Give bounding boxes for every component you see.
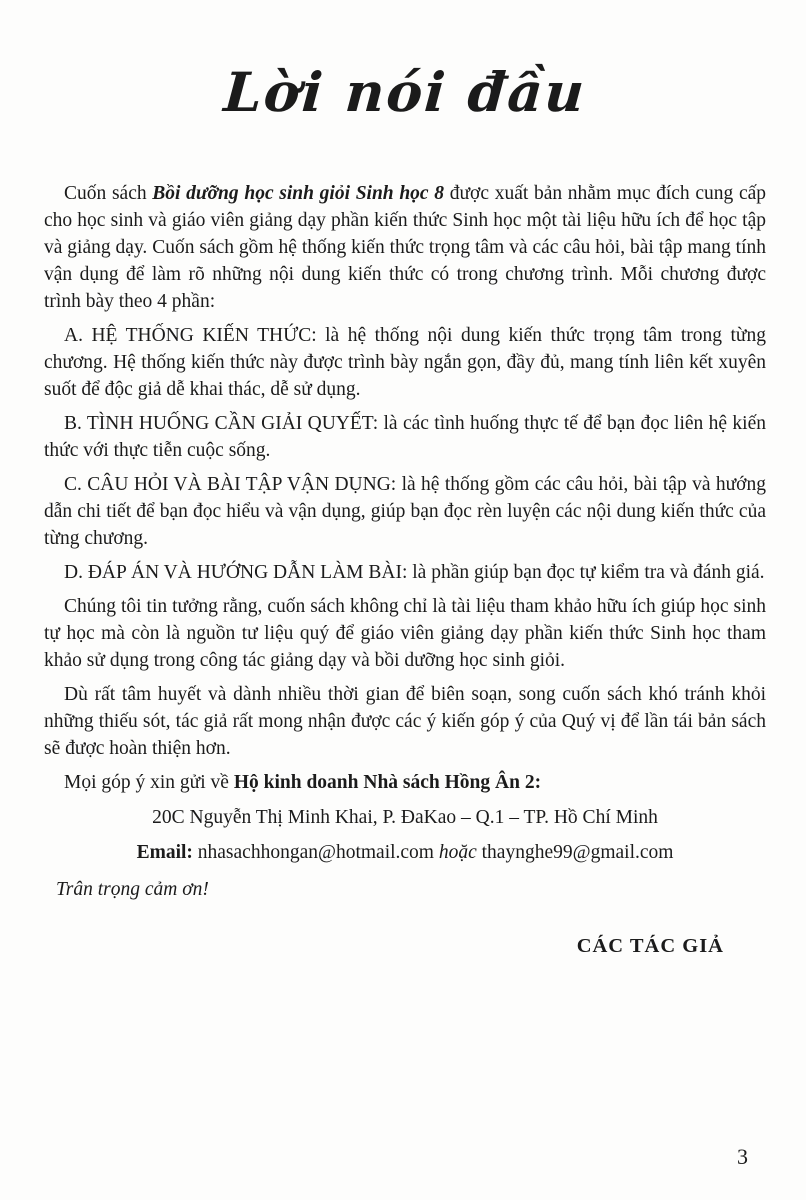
address-line: 20C Nguyễn Thị Minh Khai, P. ĐaKao – Q.1 – TP. Hồ Chí Minh [152, 807, 658, 828]
section-c-paragraph [44, 471, 766, 552]
authors-signature: CÁC TÁC GIẢ [576, 935, 724, 957]
page-content [44, 52, 766, 958]
store-name: Hộ kinh doanh Nhà sách Hồng Ân 2 [233, 772, 535, 793]
page-title: Lời nói đầu [221, 60, 589, 124]
intro-rest: được xuất bản nhằm mục đích cung cấp cho học sinh và giáo viên giảng dạy phần kiến thức Sinh học một tài liệu hữu ích để học tập và giảng dạy. Cuốn sách gồm hệ thống kiến thức trọng tâm và các câu hỏi, bài tập mang tính vận dụng để làm rõ những nội dung kiến thức có trong chương trình. Mỗi chương được trình bày theo 4 phần: [44, 183, 767, 312]
email-line [44, 839, 766, 866]
intro-lead: Cuốn sách [64, 183, 153, 204]
section-a-label: A. HỆ THỐNG KIẾN THỨC: [64, 325, 317, 346]
section-b-paragraph [44, 410, 766, 464]
page-number: 3 [737, 1144, 748, 1169]
contact-intro-line [44, 769, 766, 796]
email-address-primary: nhasachhongan@hotmail.com [197, 842, 434, 863]
book-title: Bồi dưỡng học sinh giỏi Sinh học 8 [152, 183, 445, 204]
email-address-secondary: thaynghe99@gmail.com [481, 842, 674, 863]
email-conjunction: hoặc [433, 842, 482, 863]
closing-apology-paragraph: Dù rất tâm huyết và dành nhiều thời gian để biên soạn, song cuốn sách khó tránh khỏi những thiếu sót, tác giả rất mong nhận được các ý kiến góp ý của Quý vị để lần tái bản sách sẽ được hoàn thiện hơn. [44, 684, 766, 759]
closing-confidence-paragraph: Chúng tôi tin tưởng rằng, cuốn sách không chỉ là tài liệu tham khảo hữu ích giúp học sinh tự học mà còn là nguồn tư liệu quý để giáo viên giảng dạy phần kiến thức Sinh học tham khảo sử dụng trong công tác giảng dạy và bồi dưỡng học sinh giỏi. [44, 596, 766, 671]
section-c-text: là hệ thống gồm các câu hỏi, bài tập và hướng dẫn chi tiết để bạn đọc hiểu và vận dụng, giúp bạn đọc rèn luyện các nội dung kiến thức của từng chương. [44, 474, 766, 549]
intro-paragraph [44, 180, 766, 315]
section-a-paragraph [44, 322, 766, 403]
section-a-text: là hệ thống nội dung kiến thức trọng tâm trong từng chương. Hệ thống kiến thức này được trình bày ngắn gọn, đầy đủ, mang tính liên kết xuyên suốt để độc giả dễ khai thác, dễ sử dụng. [44, 325, 766, 400]
section-b-label: B. TÌNH HUỐNG CẦN GIẢI QUYẾT: [64, 413, 379, 434]
section-c-label: C. CÂU HỎI VÀ BÀI TẬP VẬN DỤNG: [64, 474, 397, 495]
email-label: Email: [136, 842, 193, 863]
section-d-text: là phần giúp bạn đọc tự kiểm tra và đánh giá. [407, 562, 765, 583]
section-b-text: là các tình huống thực tế để bạn đọc liên hệ kiến thức với thực tiễn cuộc sống. [44, 413, 766, 461]
section-d-paragraph [44, 559, 766, 586]
store-name-colon: : [534, 772, 542, 793]
contact-intro-text: Mọi góp ý xin gửi về [64, 772, 234, 793]
thanks-line: Trân trọng cảm ơn! [56, 879, 209, 900]
section-d-label: D. ĐÁP ÁN VÀ HƯỚNG DẪN LÀM BÀI: [64, 562, 408, 583]
